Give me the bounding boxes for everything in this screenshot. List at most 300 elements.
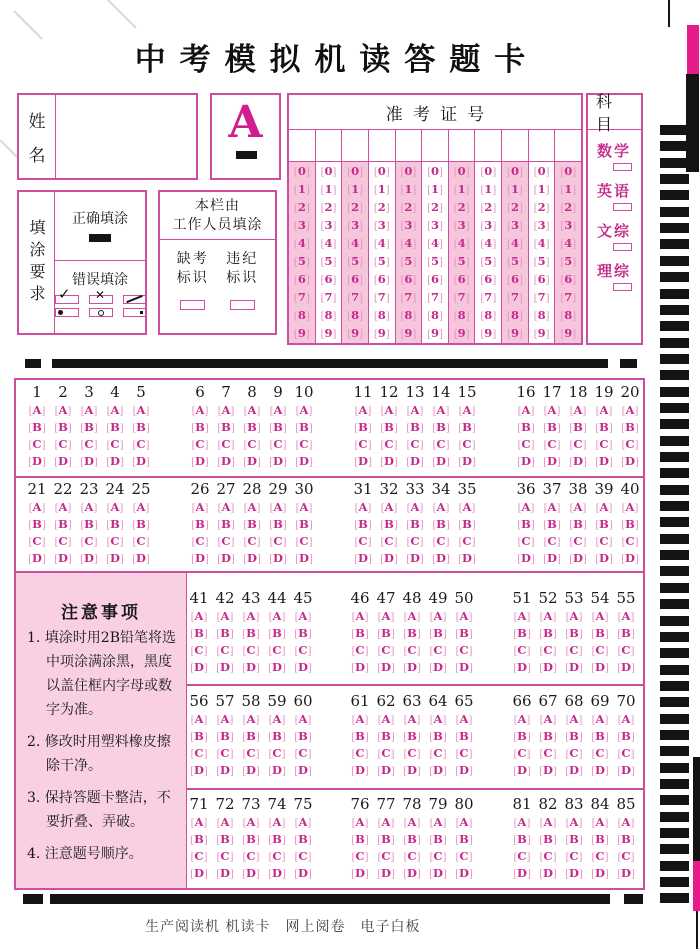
timing-mark (660, 452, 689, 462)
answer-bubble-B: [B] (591, 729, 609, 743)
ticket-digit-bubble-6: [6] (293, 272, 310, 286)
answer-bubble-D: [D] (595, 551, 613, 565)
subject-name: 数学 (597, 142, 632, 160)
ticket-writein-cell (529, 130, 556, 161)
question-cell (451, 796, 477, 881)
question-number: 21 (27, 480, 47, 498)
answer-bubble-C: [C] (295, 437, 313, 451)
answer-bubble-D: [D] (406, 454, 424, 468)
timing-mark (660, 403, 689, 413)
ticket-writein-cell (369, 130, 396, 161)
answer-bubble-C: [C] (351, 746, 369, 760)
timing-mark (660, 223, 689, 233)
answer-bubble-C: [C] (539, 849, 557, 863)
ticket-digit-bubble-0: [0] (400, 164, 417, 178)
question-number: 70 (616, 692, 636, 710)
answer-bubble-C: [C] (380, 534, 398, 548)
question-number: 28 (242, 480, 262, 498)
question-cell (76, 481, 102, 566)
question-cell (587, 796, 613, 881)
question-cell (186, 796, 212, 881)
absent-label-line2: 标识 (176, 270, 209, 286)
question-number: 4 (110, 383, 120, 401)
answer-bubble-D: [D] (429, 763, 447, 777)
answer-bubble-D: [D] (106, 551, 124, 565)
ticket-writein-row (289, 130, 581, 162)
ticket-digit-bubble-7: [7] (533, 290, 550, 304)
wrong-fill-section (55, 261, 145, 333)
answer-bubble-A: [A] (80, 500, 98, 514)
answer-bubble-B: [B] (80, 420, 98, 434)
answer-bubble-D: [D] (429, 660, 447, 674)
sheet-title: 中考模拟机读答题卡 (134, 42, 540, 78)
question-cell (399, 796, 425, 881)
answer-bubble-D: [D] (403, 763, 421, 777)
answer-bubble-C: [C] (106, 534, 124, 548)
footer-text: 生产阅读机 机读卡 网上阅卷 电子白板 (145, 919, 421, 935)
violation-label-line1: 违纪 (226, 251, 259, 267)
question-number: 8 (247, 383, 257, 401)
question-cell (290, 693, 316, 778)
staff-title-line1: 本栏由 (195, 198, 240, 214)
answer-bubble-D: [D] (377, 866, 395, 880)
question-number: 71 (189, 795, 209, 813)
answer-bubble-A: [A] (539, 609, 557, 623)
question-cell (509, 796, 535, 881)
answer-bubble-A: [A] (191, 403, 209, 417)
answer-bubble-C: [C] (132, 437, 150, 451)
answer-bubble-D: [D] (242, 763, 260, 777)
timing-mark (660, 190, 689, 200)
answer-bubble-C: [C] (377, 849, 395, 863)
question-number: 41 (189, 589, 209, 607)
ticket-digit-bubble-6: [6] (507, 272, 523, 286)
ticket-writein-cell (396, 130, 423, 161)
answer-bubble-C: [C] (242, 849, 260, 863)
ticket-digit-column (475, 162, 502, 343)
answer-bubble-A: [A] (565, 815, 583, 829)
answer-bubble-C: [C] (565, 746, 583, 760)
answer-bubble-A: [A] (432, 403, 450, 417)
answer-bubble-B: [B] (191, 517, 209, 531)
answer-bubble-C: [C] (191, 534, 209, 548)
ticket-digit-bubble-1: [1] (293, 182, 310, 196)
question-cell (565, 481, 591, 566)
ticket-digit-bubble-4: [4] (373, 236, 390, 250)
question-number: 83 (564, 795, 584, 813)
answer-bubble-A: [A] (28, 403, 46, 417)
answer-bubble-B: [B] (458, 420, 476, 434)
answer-bubble-D: [D] (354, 551, 372, 565)
answer-bubble-A: [A] (380, 403, 398, 417)
answer-bubble-C: [C] (269, 437, 287, 451)
answer-bubble-A: [A] (54, 403, 72, 417)
answer-bubble-C: [C] (268, 746, 286, 760)
answer-bubble-C: [C] (54, 437, 72, 451)
answer-bubble-C: [C] (242, 746, 260, 760)
answer-bubble-C: [C] (539, 643, 557, 657)
violation-mark-box (230, 300, 255, 310)
timing-mark (660, 746, 689, 756)
question-cell (213, 481, 239, 566)
ticket-digit-bubble-7: [7] (293, 290, 310, 304)
answer-bubble-D: [D] (242, 660, 260, 674)
ticket-digit-bubble-7: [7] (373, 290, 390, 304)
question-number: 50 (454, 589, 474, 607)
question-group (24, 481, 154, 566)
answer-bubble-D: [D] (28, 454, 46, 468)
answer-bubble-C: [C] (216, 643, 234, 657)
question-number: 11 (353, 383, 373, 401)
question-number: 32 (379, 480, 399, 498)
ticket-digit-bubble-3: [3] (533, 218, 550, 232)
question-number: 65 (454, 692, 474, 710)
question-cell (238, 693, 264, 778)
answer-bubble-D: [D] (406, 551, 424, 565)
answer-bubble-D: [D] (354, 454, 372, 468)
question-number: 30 (294, 480, 314, 498)
question-group (350, 384, 480, 469)
grid-line-h3 (186, 684, 645, 686)
answer-bubble-A: [A] (406, 403, 424, 417)
ticket-digit-column (289, 162, 316, 343)
question-number: 82 (538, 795, 558, 813)
answer-bubble-A: [A] (455, 609, 473, 623)
ticket-digit-bubble-6: [6] (560, 272, 577, 286)
answer-bubble-A: [A] (106, 403, 124, 417)
timing-mark (660, 550, 689, 560)
answer-bubble-A: [A] (429, 712, 447, 726)
timing-mark (660, 501, 689, 511)
question-number: 72 (215, 795, 235, 813)
answer-bubble-D: [D] (429, 866, 447, 880)
answer-bubble-B: [B] (406, 517, 424, 531)
answer-bubble-C: [C] (458, 534, 476, 548)
subject-title: 科目 (588, 95, 641, 130)
question-cell (565, 384, 591, 469)
dot-right-mark-icon (123, 308, 147, 317)
answer-bubble-C: [C] (591, 746, 609, 760)
ticket-digit-bubble-9: [9] (453, 326, 470, 340)
ticket-digit-column (449, 162, 476, 343)
answer-bubble-C: [C] (380, 437, 398, 451)
slash-mark-icon (123, 295, 147, 304)
question-number: 55 (616, 589, 636, 607)
answer-bubble-B: [B] (351, 832, 369, 846)
answer-bubble-B: [B] (191, 420, 209, 434)
correct-fill-section (55, 192, 145, 261)
answer-bubble-C: [C] (565, 849, 583, 863)
answer-bubble-A: [A] (517, 500, 535, 514)
ticket-digit-bubble-9: [9] (293, 326, 310, 340)
answer-bubble-A: [A] (403, 712, 421, 726)
timing-mark (660, 828, 689, 838)
question-cell (535, 590, 561, 675)
ticket-digit-bubble-1: [1] (373, 182, 390, 196)
answer-bubble-B: [B] (565, 626, 583, 640)
answer-bubble-D: [D] (190, 660, 208, 674)
answer-bubble-A: [A] (132, 403, 150, 417)
answer-bubble-C: [C] (28, 437, 46, 451)
question-cell (376, 384, 402, 469)
staff-box-title (160, 192, 275, 240)
notes-item: 1. 填涂时用2B铅笔将选中项涂满涂黑，黑度以盖住框内字母或数字为准。 (27, 630, 177, 718)
answer-bubble-A: [A] (565, 609, 583, 623)
answer-bubble-A: [A] (432, 500, 450, 514)
h-sync-bar-bottom-right (624, 894, 643, 904)
question-cell (402, 481, 428, 566)
ticket-digit-bubble-4: [4] (400, 236, 417, 250)
ticket-digit-bubble-9: [9] (320, 326, 337, 340)
answer-bubble-B: [B] (595, 420, 613, 434)
answer-bubble-B: [B] (455, 729, 473, 743)
ticket-digit-bubble-8: [8] (400, 308, 417, 322)
answer-bubble-A: [A] (455, 815, 473, 829)
corner-pink-bar-top (687, 25, 699, 74)
ticket-digit-bubble-5: [5] (453, 254, 470, 268)
answer-bubble-D: [D] (80, 551, 98, 565)
answer-bubble-B: [B] (432, 420, 450, 434)
answer-bubble-B: [B] (406, 420, 424, 434)
timing-mark (660, 844, 689, 854)
question-number: 7 (221, 383, 231, 401)
question-group (347, 590, 477, 675)
answer-bubble-A: [A] (294, 712, 312, 726)
question-number: 81 (512, 795, 532, 813)
question-cell (513, 384, 539, 469)
absent-label-line1: 缺考 (176, 251, 209, 267)
answer-bubble-A: [A] (216, 815, 234, 829)
answer-bubble-D: [D] (294, 763, 312, 777)
ticket-digit-bubble-5: [5] (400, 254, 417, 268)
answer-bubble-A: [A] (243, 403, 261, 417)
ticket-writein-cell (422, 130, 449, 161)
timing-mark (660, 370, 689, 380)
answer-bubble-C: [C] (216, 746, 234, 760)
answer-bubble-D: [D] (269, 551, 287, 565)
ticket-digit-bubble-7: [7] (480, 290, 497, 304)
answer-bubble-A: [A] (377, 609, 395, 623)
ticket-digit-bubble-2: [2] (400, 200, 417, 214)
answer-bubble-C: [C] (429, 643, 447, 657)
answer-bubble-D: [D] (190, 763, 208, 777)
version-sync-dash (236, 151, 257, 159)
answer-bubble-A: [A] (403, 609, 421, 623)
answer-bubble-D: [D] (455, 660, 473, 674)
ticket-digit-bubble-0: [0] (533, 164, 550, 178)
answer-bubble-D: [D] (132, 454, 150, 468)
question-cell (535, 693, 561, 778)
answer-bubble-C: [C] (243, 437, 261, 451)
question-cell (613, 590, 639, 675)
ticket-digit-bubble-1: [1] (560, 182, 577, 196)
question-number: 13 (405, 383, 425, 401)
answer-bubble-D: [D] (517, 551, 535, 565)
question-cell (373, 590, 399, 675)
answer-bubble-C: [C] (295, 534, 313, 548)
notes-item: 3. 保持答题卡整洁，不要折叠、弄破。 (27, 790, 171, 830)
answer-bubble-B: [B] (354, 517, 372, 531)
question-group (509, 590, 639, 675)
ticket-digit-bubble-2: [2] (453, 200, 470, 214)
answer-bubble-C: [C] (591, 849, 609, 863)
question-group (24, 384, 154, 469)
question-cell (213, 384, 239, 469)
question-cell (425, 590, 451, 675)
answer-bubble-B: [B] (294, 832, 312, 846)
answer-bubble-A: [A] (243, 500, 261, 514)
question-cell (128, 384, 154, 469)
question-number: 14 (431, 383, 451, 401)
question-cell (613, 796, 639, 881)
answer-bubble-C: [C] (591, 643, 609, 657)
question-group (187, 481, 317, 566)
question-number: 54 (590, 589, 610, 607)
answer-bubble-B: [B] (242, 832, 260, 846)
answer-bubble-C: [C] (190, 746, 208, 760)
answer-bubble-B: [B] (513, 626, 531, 640)
timing-mark (660, 665, 689, 675)
question-number: 84 (590, 795, 610, 813)
answer-bubble-C: [C] (269, 534, 287, 548)
ticket-digit-bubble-2: [2] (533, 200, 550, 214)
ticket-digit-bubble-7: [7] (507, 290, 523, 304)
answer-bubble-B: [B] (591, 626, 609, 640)
staff-box (158, 190, 277, 335)
answer-bubble-C: [C] (80, 437, 98, 451)
timing-mark (660, 289, 689, 299)
corner-pink-bar-bottom (693, 861, 700, 911)
answer-bubble-D: [D] (543, 454, 561, 468)
ticket-digit-bubble-7: [7] (400, 290, 417, 304)
answer-bubble-A: [A] (569, 500, 587, 514)
question-cell (513, 481, 539, 566)
answer-bubble-B: [B] (216, 832, 234, 846)
ticket-digit-bubble-6: [6] (533, 272, 550, 286)
answer-bubble-B: [B] (216, 729, 234, 743)
ticket-digit-bubble-6: [6] (427, 272, 443, 286)
answer-bubble-A: [A] (591, 712, 609, 726)
ticket-digit-bubble-9: [9] (507, 326, 523, 340)
subject-item (594, 180, 635, 211)
timing-mark (660, 305, 689, 315)
ticket-digit-bubble-8: [8] (560, 308, 577, 322)
ticket-writein-cell (555, 130, 581, 161)
answer-bubble-A: [A] (216, 609, 234, 623)
answer-bubble-D: [D] (380, 551, 398, 565)
absent-mark-box (180, 300, 205, 310)
answer-bubble-A: [A] (617, 609, 635, 623)
question-number: 80 (454, 795, 474, 813)
answer-bubble-D: [D] (403, 866, 421, 880)
answer-bubble-C: [C] (216, 849, 234, 863)
question-number: 58 (241, 692, 261, 710)
answer-bubble-A: [A] (132, 500, 150, 514)
question-number: 48 (402, 589, 422, 607)
question-cell (187, 481, 213, 566)
answer-bubble-D: [D] (80, 454, 98, 468)
answer-bubble-B: [B] (569, 420, 587, 434)
ticket-digit-bubble-5: [5] (533, 254, 550, 268)
answer-bubble-B: [B] (351, 729, 369, 743)
ticket-digit-bubble-0: [0] (453, 164, 470, 178)
answer-bubble-B: [B] (377, 832, 395, 846)
answer-bubble-D: [D] (513, 660, 531, 674)
ticket-digit-bubble-0: [0] (560, 164, 577, 178)
answer-bubble-D: [D] (351, 763, 369, 777)
timing-mark (660, 714, 689, 724)
answer-bubble-C: [C] (617, 643, 635, 657)
answer-bubble-A: [A] (517, 403, 535, 417)
answer-bubble-C: [C] (217, 437, 235, 451)
question-cell (347, 796, 373, 881)
answer-bubble-A: [A] (268, 815, 286, 829)
answer-bubble-C: [C] (432, 534, 450, 548)
answer-bubble-D: [D] (591, 763, 609, 777)
answer-bubble-B: [B] (269, 517, 287, 531)
answer-bubble-B: [B] (539, 729, 557, 743)
ticket-digit-bubble-5: [5] (293, 254, 310, 268)
ticket-digit-bubble-3: [3] (453, 218, 470, 232)
ticket-digit-bubble-5: [5] (560, 254, 577, 268)
ticket-writein-cell (289, 130, 316, 161)
notes-title: 注意事项 (61, 603, 141, 623)
ticket-digit-bubble-6: [6] (373, 272, 390, 286)
answer-bubble-B: [B] (28, 517, 46, 531)
answer-bubble-D: [D] (294, 866, 312, 880)
timing-mark (660, 632, 689, 642)
ticket-digit-bubble-5: [5] (507, 254, 523, 268)
answer-bubble-D: [D] (216, 660, 234, 674)
answer-bubble-D: [D] (132, 551, 150, 565)
ticket-digit-bubble-3: [3] (560, 218, 577, 232)
answer-bubble-A: [A] (543, 403, 561, 417)
ticket-digit-bubble-3: [3] (507, 218, 523, 232)
h-sync-bar-bottom-left (23, 894, 43, 904)
answer-bubble-C: [C] (543, 534, 561, 548)
fill-requirements-label: 填涂要求 (27, 218, 46, 307)
answer-bubble-D: [D] (191, 551, 209, 565)
question-number: 40 (620, 480, 640, 498)
timing-mark (660, 648, 689, 658)
answer-bubble-A: [A] (294, 609, 312, 623)
answer-bubble-B: [B] (621, 420, 639, 434)
ticket-digit-bubble-8: [8] (320, 308, 337, 322)
ticket-digit-bubble-6: [6] (480, 272, 497, 286)
ticket-digit-column (342, 162, 369, 343)
answer-bubble-A: [A] (543, 500, 561, 514)
question-number: 79 (428, 795, 448, 813)
answer-bubble-A: [A] (617, 712, 635, 726)
timing-mark (660, 272, 689, 282)
answer-bubble-C: [C] (242, 643, 260, 657)
answer-bubble-B: [B] (268, 626, 286, 640)
ticket-digit-bubble-0: [0] (320, 164, 337, 178)
subject-mark-box (613, 203, 632, 211)
answer-bubble-D: [D] (513, 866, 531, 880)
answer-bubble-D: [D] (621, 551, 639, 565)
question-number: 76 (350, 795, 370, 813)
question-cell (509, 693, 535, 778)
answer-bubble-D: [D] (380, 454, 398, 468)
name-char-2: 名 (28, 145, 46, 166)
answer-bubble-A: [A] (406, 500, 424, 514)
question-cell (350, 384, 376, 469)
answer-bubble-C: [C] (517, 534, 535, 548)
question-number: 62 (376, 692, 396, 710)
answer-bubble-C: [C] (517, 437, 535, 451)
answer-bubble-B: [B] (432, 517, 450, 531)
